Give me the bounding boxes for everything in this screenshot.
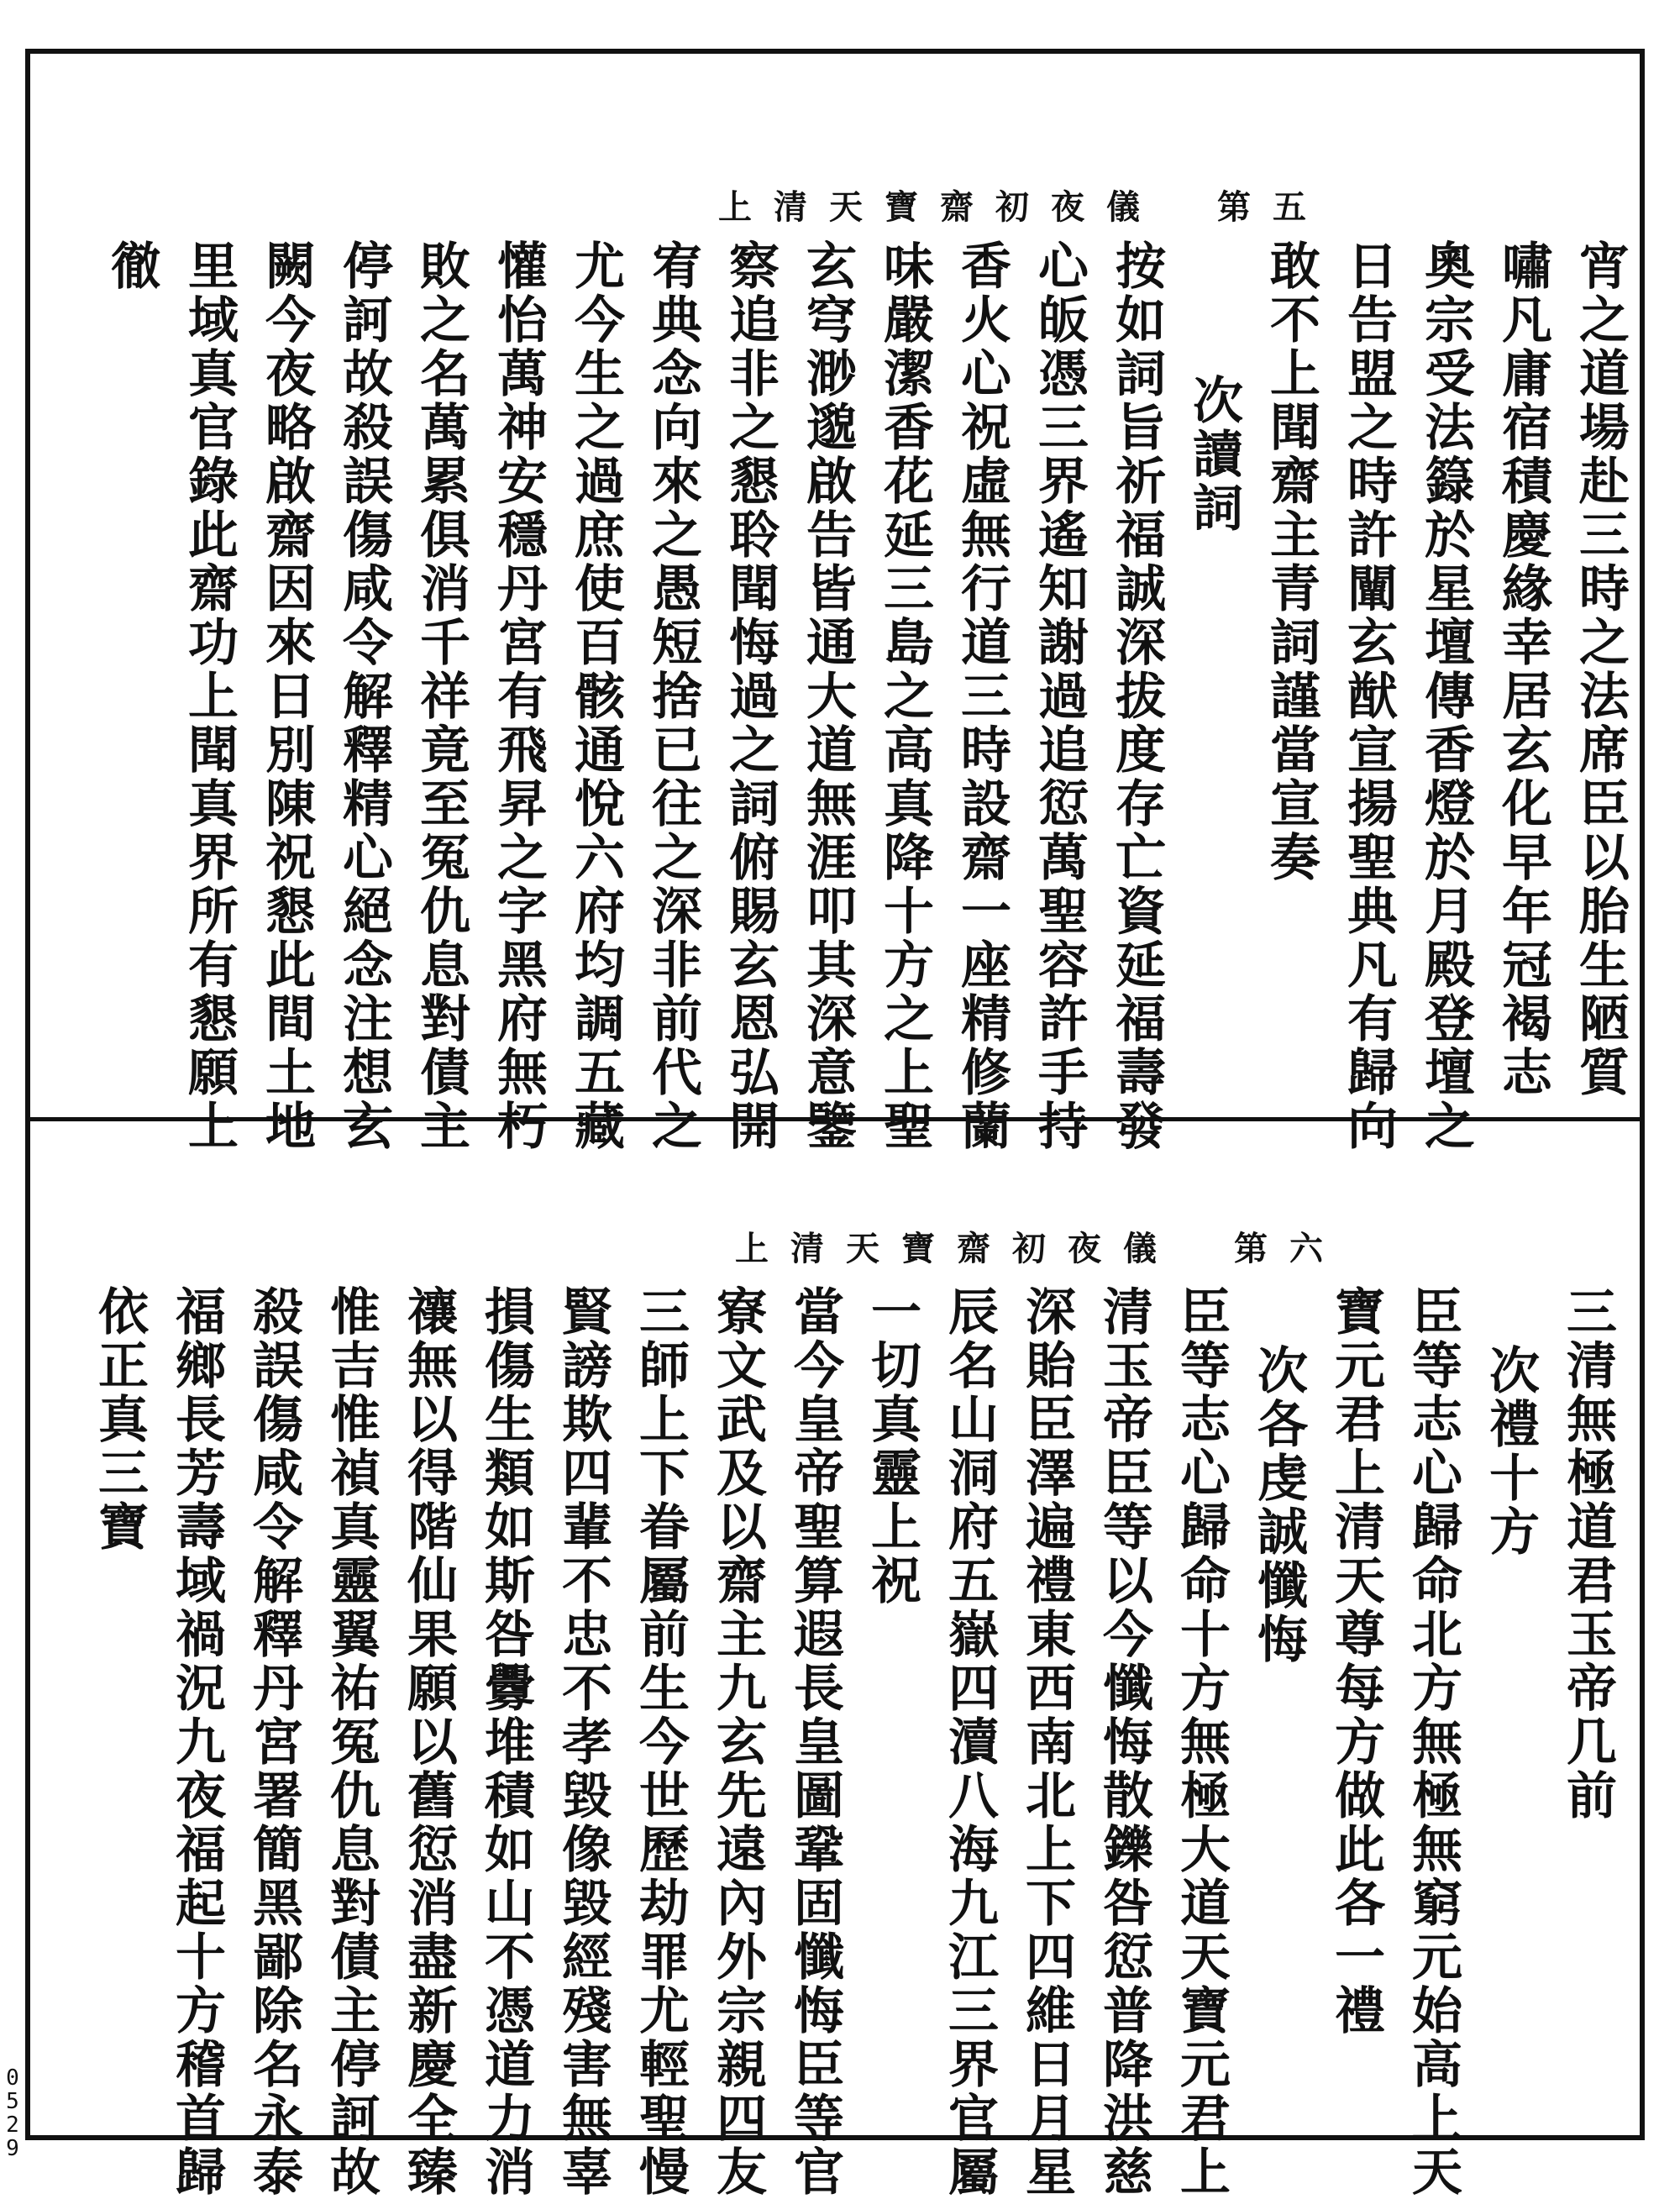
bottom-text-column: 三清無極道君玉帝几前 xyxy=(1558,1285,1617,1823)
bottom-text-column: 一切真靈上祝 xyxy=(863,1285,921,1608)
bottom-page-header: 上清天寶齋初夜儀 第六 xyxy=(735,1229,1345,1268)
bottom-text-column: 三師上下眷屬前生今世歷劫罪尤輕聖慢 xyxy=(631,1285,690,2199)
top-text-column: 闕今夜略啟齋因來日別陳祝懇此間土地 xyxy=(257,239,316,1153)
top-text-column: 心皈憑三界遙知謝過追愆萬聖容許手持 xyxy=(1030,239,1089,1153)
bottom-text-column: 損傷生類如斯咎釁堆積如山不憑道力消 xyxy=(476,1285,535,2199)
bottom-text-column: 次禮十方 xyxy=(1481,1344,1540,1559)
top-text-column: 次讀詞 xyxy=(1184,374,1243,535)
top-text-column: 察追非之懇聆聞悔過之詞俯賜玄恩弘開 xyxy=(721,239,780,1153)
bottom-text-column: 辰名山洞府五嶽四瀆八海九江三界官屬 xyxy=(940,1285,999,2199)
bottom-text-column: 寮文武及以齋主九玄先遠內外宗親四友 xyxy=(708,1285,767,2199)
top-text-column: 敗之名萬累俱消千祥竟至冤仇息對債主 xyxy=(412,239,470,1153)
top-text-column: 里域真官錄此齋功上聞真界所有懇願上 xyxy=(180,239,239,1153)
top-text-column: 香火心祝虛無行道三時設齋一座精修蘭 xyxy=(953,239,1011,1153)
bottom-text-column: 深貽臣澤遍禮東西南北上下四維日月星 xyxy=(1017,1285,1076,2199)
bottom-text-column: 臣等志心歸命北方無極無窮元始高上天 xyxy=(1404,1285,1462,2199)
top-text-column: 尤今生之過庶使百骸通悅六府均調五藏 xyxy=(566,239,625,1153)
top-text-column: 按如詞旨祈福誠深拔度存亡資延福壽發 xyxy=(1107,239,1166,1153)
top-text-column: 徹 xyxy=(102,239,161,293)
bottom-text-column: 寶元君上清天尊每方做此各一禮 xyxy=(1326,1285,1385,2038)
top-page-header: 上清天寶齋初夜儀 第五 xyxy=(718,187,1328,227)
top-text-column: 嘯凡庸宿積慶緣幸居玄化早年冠褐志 xyxy=(1494,239,1552,1100)
top-text-column: 奧宗受法籙於星壇傳香燈於月殿登壇之 xyxy=(1416,239,1475,1153)
top-text-column: 懽怡萬神安穩丹宮有飛昇之字黑府無朽 xyxy=(489,239,548,1153)
bottom-text-column: 次各虔誠懺悔 xyxy=(1249,1344,1308,1666)
bottom-text-column: 臣等志心歸命十方無極大道天寶元君上 xyxy=(1172,1285,1231,2199)
bottom-text-column: 清玉帝臣等以今懺悔散鑠咎愆普降洪慈 xyxy=(1095,1285,1153,2199)
bottom-text-column: 禳無以得階仙果願以舊愆消盡新慶全臻 xyxy=(399,1285,458,2199)
top-text-column: 敢不上聞齋主青詞謹當宣奏 xyxy=(1262,239,1320,884)
top-text-column: 味嚴潔香花延三島之高真降十方之上聖 xyxy=(875,239,934,1153)
top-text-column: 停訶故殺誤傷咸令解釋精心絕念注想玄 xyxy=(334,239,393,1153)
bottom-text-column: 賢謗欺四輩不忠不孝毀像毀經殘害無辜 xyxy=(554,1285,612,2199)
bottom-text-column: 惟吉惟禎真靈翼祐冤仇息對債主停訶故 xyxy=(322,1285,381,2199)
page-number: 0529 xyxy=(6,2065,19,2161)
top-text-column: 宥典念向來之愚短捨已往之深非前代之 xyxy=(643,239,702,1153)
top-text-column: 玄穹渺邈啟告皆通大道無涯叩其深意鑒 xyxy=(798,239,857,1153)
bottom-text-column: 當今皇帝聖算遐長皇圖鞏固懺悔臣等官 xyxy=(785,1285,844,2199)
bottom-text-column: 殺誤傷咸令解釋丹宮署簡黑鄙除名永泰 xyxy=(244,1285,303,2199)
bottom-text-column: 依正真三寶 xyxy=(90,1285,149,1554)
bottom-text-column: 福鄉長芳壽域禍況九夜福起十方稽首歸 xyxy=(167,1285,226,2199)
top-text-column: 宵之道場赴三時之法席臣以胎生陋質 xyxy=(1571,239,1630,1100)
top-text-column: 日告盟之時許闡玄猷宣揚聖典凡有歸向 xyxy=(1339,239,1398,1153)
